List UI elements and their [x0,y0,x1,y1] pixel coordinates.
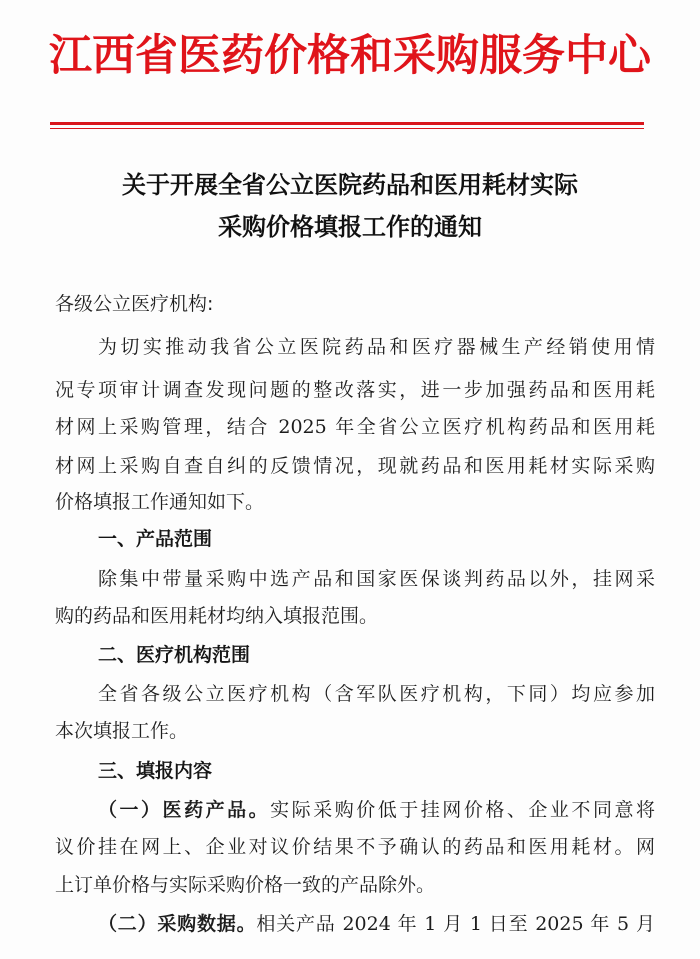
item-2-text: 相关产品 2024 年 1 月 1 日至 2025 年 5 月 [256,913,655,935]
intro-line-1: 为切实推动我省公立医院药品和医疗器械生产经销使用情 [98,336,655,358]
section-2-line-1: 全省各级公立医疗机构（含军队医疗机构，下同）均应参加 [98,683,655,705]
section-3-item-1-line-3: 上订单价格与实际采购价格一致的产品除外。 [55,874,436,896]
intro-line-4: 材网上采购自查自纠的反馈情况，现就药品和医用耗材实际采购 [55,455,655,477]
section-1-heading: 一、产品范围 [98,528,213,550]
section-3-item-1-line-1 [98,798,655,822]
section-2-line-2: 本次填报工作。 [55,720,189,742]
letterhead-rule [50,122,644,125]
section-1-line-2: 购的药品和医用耗材均纳入填报范围。 [55,605,379,627]
item-1-text: 实际采购价低于挂网价格、企业不同意将 [270,799,655,821]
section-3-item-1-line-2: 议价挂在网上、企业对议价结果不予确认的药品和医用耗材。网 [55,836,655,858]
letterhead-org-name: 江西省医药价格和采购服务中心 [49,31,651,81]
intro-line-3: 材网上采购管理，结合 2025 年全省公立医疗机构药品和医用耗 [55,416,655,438]
letterhead-rule-thin [50,128,644,129]
salutation: 各级公立医疗机构: [55,293,214,315]
item-2-label: （二）采购数据。 [98,913,257,935]
section-3-item-2-line-1 [98,912,655,936]
section-2-heading: 二、医疗机构范围 [98,644,251,666]
intro-line-2: 况专项审计调查发现问题的整改落实，进一步加强药品和医用耗 [55,379,655,401]
document-title-line-1: 关于开展全省公立医院药品和医用耗材实际 [122,171,578,199]
item-1-label: （一）医药产品。 [98,799,271,821]
section-1-line-1: 除集中带量采购中选产品和国家医保谈判药品以外，挂网采 [98,568,655,590]
section-3-heading: 三、填报内容 [98,760,213,782]
intro-line-5: 价格填报工作通知如下。 [55,491,265,513]
document-title-line-2: 采购价格填报工作的通知 [218,213,482,241]
